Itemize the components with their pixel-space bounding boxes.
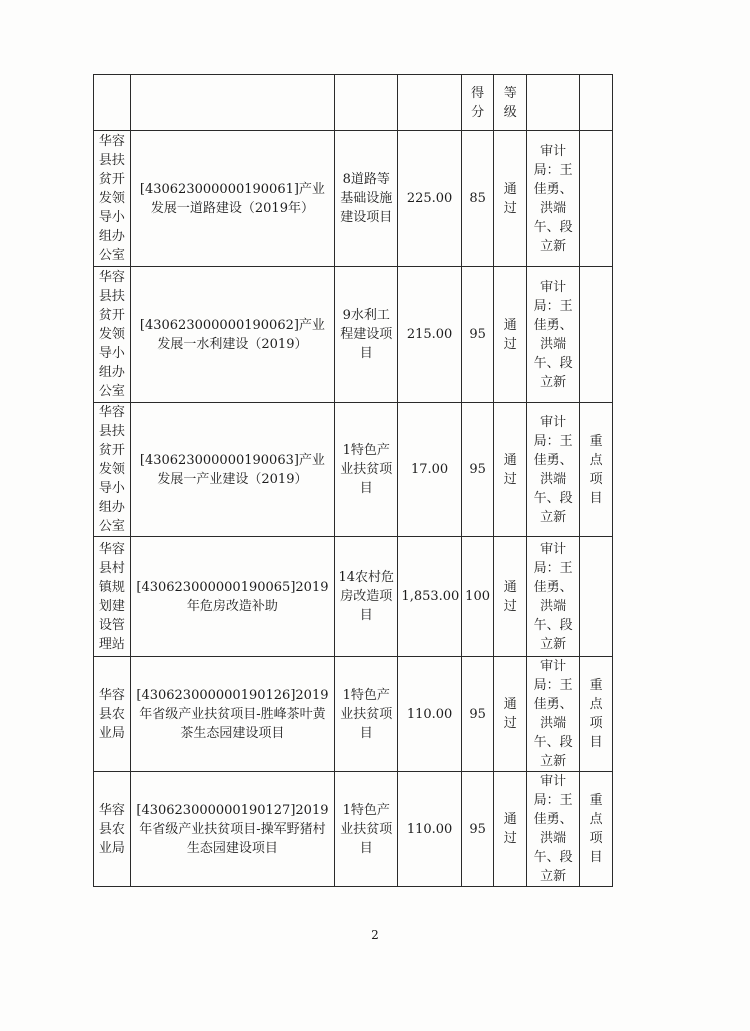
table-row <box>94 131 613 267</box>
cell-note <box>580 537 613 657</box>
cell-type: 14农村危房改造项目 <box>335 537 398 657</box>
header-unit <box>94 75 131 131</box>
cell-auditor: 审计局：王佳勇、洪端午、段立新 <box>527 403 580 537</box>
table-row <box>94 267 613 403</box>
cell-score: 95 <box>461 657 494 772</box>
header-amount <box>398 75 461 131</box>
cell-note <box>580 131 613 267</box>
header-project <box>130 75 334 131</box>
cell-amount: 17.00 <box>398 403 461 537</box>
cell-project: [430623000000190127]2019年省级产业扶贫项目-操军野猪村生态园建设项目 <box>130 772 334 887</box>
cell-note: 重点项目 <box>580 657 613 772</box>
header-score: 得分 <box>461 75 494 131</box>
cell-grade: 通过 <box>494 403 527 537</box>
cell-note <box>580 267 613 403</box>
cell-auditor: 审计局：王佳勇、洪端午、段立新 <box>527 267 580 403</box>
cell-auditor: 审计局：王佳勇、洪端午、段立新 <box>527 772 580 887</box>
cell-amount: 110.00 <box>398 657 461 772</box>
table-row <box>94 403 613 537</box>
cell-auditor: 审计局：王佳勇、洪端午、段立新 <box>527 131 580 267</box>
table-row <box>94 537 613 657</box>
cell-unit: 华容县农业局 <box>94 772 131 887</box>
cell-unit: 华容县农业局 <box>94 657 131 772</box>
cell-type: 1特色产业扶贫项目 <box>335 657 398 772</box>
table-row <box>94 657 613 772</box>
header-note <box>580 75 613 131</box>
cell-project: [430623000000190065]2019年危房改造补助 <box>130 537 334 657</box>
cell-project: [430623000000190062]产业发展一水利建设（2019） <box>130 267 334 403</box>
cell-score: 95 <box>461 403 494 537</box>
cell-type: 8道路等基础设施建设项目 <box>335 131 398 267</box>
cell-grade: 通过 <box>494 537 527 657</box>
header-type <box>335 75 398 131</box>
cell-auditor: 审计局：王佳勇、洪端午、段立新 <box>527 537 580 657</box>
cell-type: 1特色产业扶贫项目 <box>335 772 398 887</box>
header-grade: 等级 <box>494 75 527 131</box>
cell-grade: 通过 <box>494 267 527 403</box>
table-header-row <box>94 75 613 131</box>
cell-unit: 华容县扶贫开发领导小组办公室 <box>94 131 131 267</box>
cell-project: [430623000000190063]产业发展一产业建设（2019） <box>130 403 334 537</box>
cell-grade: 通过 <box>494 657 527 772</box>
cell-amount: 215.00 <box>398 267 461 403</box>
cell-note: 重点项目 <box>580 403 613 537</box>
cell-auditor: 审计局：王佳勇、洪端午、段立新 <box>527 657 580 772</box>
cell-project: [430623000000190126]2019年省级产业扶贫项目-胜峰茶叶黄茶生态园建设项目 <box>130 657 334 772</box>
cell-unit: 华容县村镇规划建设管理站 <box>94 537 131 657</box>
cell-score: 95 <box>461 772 494 887</box>
cell-grade: 通过 <box>494 772 527 887</box>
cell-type: 1特色产业扶贫项目 <box>335 403 398 537</box>
cell-project: [430623000000190061]产业发展一道路建设（2019年） <box>130 131 334 267</box>
cell-unit: 华容县扶贫开发领导小组办公室 <box>94 403 131 537</box>
cell-grade: 通过 <box>494 131 527 267</box>
cell-amount: 110.00 <box>398 772 461 887</box>
page-number: 2 <box>371 928 379 942</box>
audit-results-table <box>93 74 613 887</box>
cell-unit: 华容县扶贫开发领导小组办公室 <box>94 267 131 403</box>
cell-type: 9水利工程建设项目 <box>335 267 398 403</box>
cell-amount: 1,853.00 <box>398 537 461 657</box>
cell-score: 100 <box>461 537 494 657</box>
header-auditor <box>527 75 580 131</box>
cell-amount: 225.00 <box>398 131 461 267</box>
cell-score: 85 <box>461 131 494 267</box>
table-row <box>94 772 613 887</box>
cell-note: 重点项目 <box>580 772 613 887</box>
cell-score: 95 <box>461 267 494 403</box>
